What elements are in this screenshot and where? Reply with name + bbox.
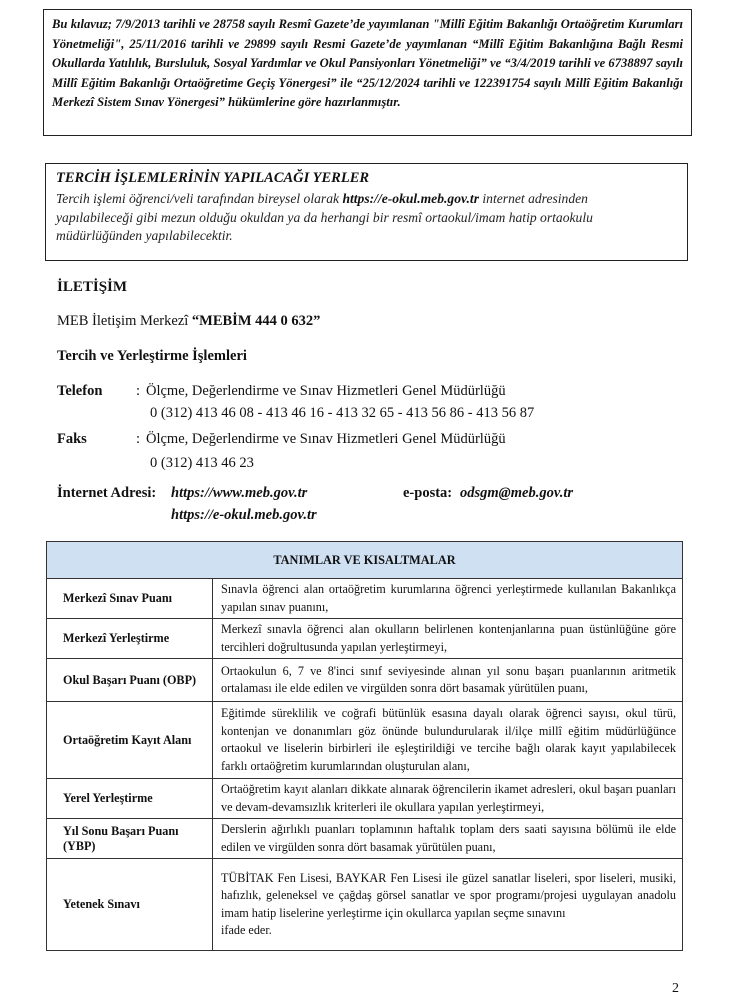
term-cell: Yerel Yerleştirme <box>47 779 213 819</box>
phone-numbers: 0 (312) 413 46 08 - 413 46 16 - 413 32 65 - 413 56 86 - 413 56 87 <box>150 405 535 421</box>
meb-center-line <box>57 313 320 330</box>
definition-cell: Merkezî sınavla öğrenci alan okulların belirlenen kontenjanlarına puan üstünlüğüne göre tercihleri doğrultusunda yapılan yerleştirmeyi, <box>213 619 683 659</box>
preference-box <box>45 163 688 261</box>
preference-line-1-pre: Tercih işlemi öğrenci/veli tarafından bireysel olarak <box>56 191 343 206</box>
definition-cell: Derslerin ağırlıklı puanları toplamının haftalık toplam ders saati sayısına bölümü ile elde edilen ve virgülden sonra dört basamak yürütülen puanı, <box>213 819 683 859</box>
table-row <box>47 859 683 951</box>
preference-line-3: müdürlüğünden yapılabilecektir. <box>56 228 233 243</box>
definition-cell <box>213 859 683 951</box>
fax-org: Ölçme, Değerlendirme ve Sınav Hizmetleri Genel Müdürlüğü <box>146 431 506 447</box>
definition-cell: Ortaokulun 6, 7 ve 8'inci sınıf seviyesinde alınan yıl sonu başarı puanlarının aritmetik ortalaması ile elde edilen ve virgülden sonra dört basamak yürütülen puanı, <box>213 659 683 702</box>
preference-line-2: yapılabileceği gibi mezun olduğu okuldan ya da herhangi bir resmî ortaokul/imam hatip ortaokulu <box>56 209 593 225</box>
phone-colon: : <box>136 383 141 399</box>
fax-number: 0 (312) 413 46 23 <box>150 455 254 471</box>
phone-label: Telefon <box>57 383 103 399</box>
meb-center-number: “MEBİM 444 0 632” <box>191 313 321 329</box>
terms-table <box>46 541 683 951</box>
section-title: Tercih ve Yerleştirme İşlemleri <box>57 348 247 364</box>
term-cell: Merkezî Yerleştirme <box>47 619 213 659</box>
table-row <box>47 659 683 702</box>
preference-line-1 <box>56 190 677 209</box>
fax-colon: : <box>136 431 141 447</box>
preference-title: TERCİH İŞLEMLERİNİN YAPILACAĞI YERLER <box>56 170 370 186</box>
definition-text: TÜBİTAK Fen Lisesi, BAYKAR Fen Lisesi ile güzel sanatlar liseleri, spor liseleri, musiki, hafızlık, geleneksel ve çağdaş görsel sanatlar ve spor programı/projesi uygulayan anadolu imam hatip liselerine yerleştirme için okullarca yapılan seçme sınavını <box>221 870 676 920</box>
e-okul-website-link[interactable]: https://e-okul.meb.gov.tr <box>171 507 317 523</box>
table-row <box>47 702 683 779</box>
phone-org: Ölçme, Değerlendirme ve Sınav Hizmetleri Genel Müdürlüğü <box>146 383 506 399</box>
meb-website-link[interactable]: https://www.meb.gov.tr <box>171 485 308 501</box>
preference-line-1-post: internet adresinden <box>479 191 588 206</box>
table-row <box>47 779 683 819</box>
definition-cell: Eğitimde süreklilik ve coğrafi bütünlük esasına dayalı olarak öğrenci sayısı, okul türü, kontenjan ve donanımları göz önünde bulundurularak il/ilçe millî eğitim müdürlüğünce ortaokul ve liselerin birbirleri ile eşleştirildiği ve tercihe bağlı olarak kayıt yapılabilecek farklı ortaöğretim kurumlarından oluşturulan alanı, <box>213 702 683 779</box>
email-link[interactable]: odsgm@meb.gov.tr <box>460 485 574 501</box>
definition-cell: Ortaöğretim kayıt alanları dikkate alınarak öğrencilerin ikamet adresleri, okul başarı puanları ve devam-devamsızlık kriterleri ile okullara yapılan yerleştirmeyi, <box>213 779 683 819</box>
meb-center-label: MEB İletişim Merkezî <box>57 313 192 329</box>
e-okul-link[interactable]: https://e-okul.meb.gov.tr <box>342 191 479 206</box>
term-cell: Okul Başarı Puanı (OBP) <box>47 659 213 702</box>
contact-title: İLETİŞİM <box>57 279 128 295</box>
web-label: İnternet Adresi: <box>57 485 157 501</box>
intro-box <box>43 9 692 136</box>
term-cell: Ortaöğretim Kayıt Alanı <box>47 702 213 779</box>
table-row <box>47 579 683 619</box>
term-cell: Yetenek Sınavı <box>47 859 213 951</box>
table-row <box>47 619 683 659</box>
definition-cell: Sınavla öğrenci alan ortaöğretim kurumlarına öğrenci yerleştirmede kullanılan Bakanlıkça yapılan sınav puanını, <box>213 579 683 619</box>
table-row <box>47 819 683 859</box>
term-cell: Yıl Sonu Başarı Puanı (YBP) <box>47 819 213 859</box>
definition-extra: ifade eder. <box>221 923 272 937</box>
fax-label: Faks <box>57 431 87 447</box>
email-label: e-posta: <box>403 485 453 501</box>
term-cell: Merkezî Sınav Puanı <box>47 579 213 619</box>
page-number: 2 <box>672 981 679 996</box>
terms-table-header: TANIMLAR VE KISALTMALAR <box>47 542 683 579</box>
intro-text: Bu kılavuz; 7/9/2013 tarihli ve 28758 sayılı Resmî Gazete’de yayımlanan "Millî Eğitim Bakanlığı Ortaöğretim Kurumları Yönetmeliği", 25/11/2016 tarihli ve 29899 sayılı Resmi Gazete’de yayımlanan “Millî Eğitim Bakanlığına Bağlı Resmi Okullarda Yatılılık, Bursluluk, Sosyal Yardımlar ve Okul Pansiyonları Yönetmeliği” ve “3/4/2019 tarihli ve 6738897 sayılı Millî Eğitim Bakanlığı Ortaöğretime Geçiş Yönergesi” ile “25/12/2024 tarihli ve 122391754 sayılı Millî Eğitim Bakanlığı Merkezî Sistem Sınav Yönergesi” hükümlerine göre hazırlanmıştır. <box>52 17 683 109</box>
